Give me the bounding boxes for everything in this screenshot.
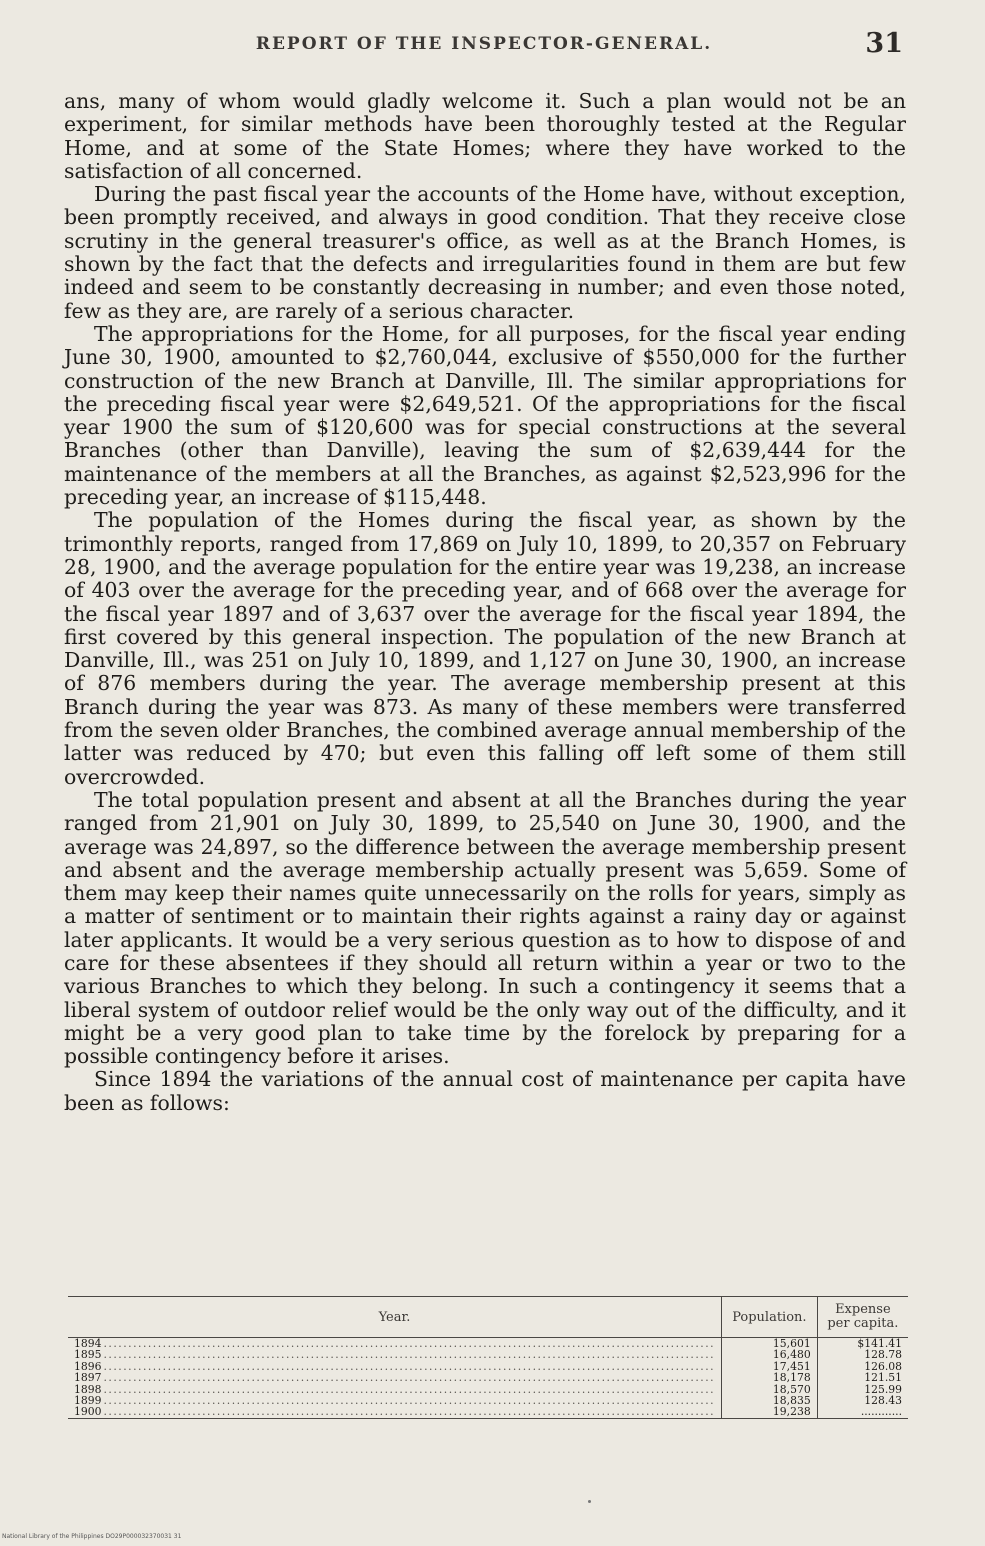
paragraph: ans, many of whom would gladly welcome it. Such a plan would not be an experiment, for similar methods have been thoroughly tested at the Regular Home, and at some of the State Homes; where they have worked to the satisfaction of all concerned. — [64, 89, 906, 183]
leader-dots: ............................................................................................................................ — [103, 1372, 716, 1384]
population-cell: 18,570 — [722, 1384, 818, 1395]
table-row — [68, 1406, 908, 1418]
year-cell — [68, 1395, 722, 1406]
expense-cell: ............ — [817, 1406, 908, 1418]
paragraph: During the past fiscal year the accounts of the Home have, without exception, been promptly received, and always in good condition. That they receive close scrutiny in the general treasurer's office, as well as at the Branch Homes, is shown by the fact that the defects and irregularities found in them are but few indeed and seem to be constantly decreasing in number; and even those noted, few as they are, are rarely of a serious character. — [64, 182, 906, 323]
expense-cell: $141.41 — [817, 1338, 908, 1350]
year-value: 1896 — [74, 1360, 102, 1373]
paragraph: The population of the Homes during the fiscal year, as shown by the trimonthly reports, ranged from 17,869 on July 10, 1899, to 20,357 on February 28, 1900, and the average population for the entire year was 19,238, an increase of 403 over the average for the preceding year, and of 668 over the average for the fiscal year 1897 and of 3,637 over the average for the fiscal year 1894, the first covered by this general inspection. The population of the new Branch at Danville, Ill., was 251 on July 10, 1899, and 1,127 on June 30, 1900, an increase of 876 members during the year. The average membership present at this Branch during the year was 873. As many of these members were transferred from the seven older Branches, the combined average annual membership of the latter was reduced by 470; but even this falling off left some of them still overcrowded. — [64, 508, 906, 789]
year-value: 1899 — [74, 1394, 102, 1407]
year-cell — [68, 1338, 722, 1350]
leader-dots: ............................................................................................................................ — [103, 1360, 716, 1372]
paragraph: The appropriations for the Home, for all purposes, for the fiscal year ending June 30, 1900, amounted to $2,760,044, exclusive of $550,000 for the further construction of the new Branch at Danville, Ill. The similar appropriations for the preceding fiscal year were $2,649,521. Of the appropriations for the fiscal year 1900 the sum of $120,600 was for special constructions at the several Branches (other than Danville), leaving the sum of $2,639,444 for the maintenance of the members at all the Branches, as against $2,523,996 for the preceding year, an increase of $115,448. — [64, 321, 906, 510]
expense-cell: 128.78 — [817, 1349, 908, 1360]
column-header-expense: Expense per capita. — [817, 1297, 908, 1338]
expense-cell: 128.43 — [817, 1395, 908, 1406]
page-number: 31 — [865, 28, 903, 59]
year-cell — [68, 1406, 722, 1418]
year-cell — [68, 1372, 722, 1383]
population-cell: 18,835 — [722, 1395, 818, 1406]
year-value: 1894 — [74, 1337, 102, 1350]
year-value: 1895 — [74, 1349, 102, 1361]
body-text — [64, 90, 906, 1115]
year-cell — [68, 1349, 722, 1360]
maintenance-cost-table — [68, 1296, 908, 1419]
year-cell — [68, 1384, 722, 1395]
population-cell: 19,238 — [722, 1406, 818, 1418]
scan-source-footer: National Library of the Philippines DO29P000032370031 31 — [2, 1533, 182, 1540]
population-cell: 15,601 — [722, 1338, 818, 1350]
leader-dots: ............................................................................................................................ — [103, 1394, 716, 1406]
population-cell: 17,451 — [722, 1361, 818, 1372]
expense-cell: 121.51 — [817, 1372, 908, 1383]
year-value: 1900 — [74, 1406, 102, 1419]
paragraph: Since 1894 the variations of the annual cost of maintenance per capita have been as follows: — [64, 1067, 906, 1115]
running-title: REPORT OF THE INSPECTOR-GENERAL. — [255, 34, 713, 54]
year-value: 1897 — [74, 1372, 102, 1384]
paragraph: The total population present and absent at all the Branches during the year ranged from 21,901 on July 30, 1899, to 25,540 on June 30, 1900, and the average was 24,897, so the difference between the average membership present and absent and the average membership actually present was 5,659. Some of them may keep their names quite unnecessarily on the rolls for years, simply as a matter of sentiment or to maintain their rights against a rainy day or against later applicants. It would be a very serious question as to how to dispose of and care for these absentees if they should all return within a year or two to the various Branches to which they belong. In such a contingency it seems that a liberal system of outdoor relief would be the only way out of the difficulty, and it might be a very good plan to take time by the forelock by preparing for a possible contingency before it arises. — [64, 787, 906, 1069]
paper-speck — [588, 1500, 591, 1503]
leader-dots: ............................................................................................................................ — [103, 1383, 716, 1395]
population-cell: 16,480 — [722, 1349, 818, 1360]
column-header-population: Population. — [722, 1297, 818, 1338]
year-cell — [68, 1361, 722, 1372]
leader-dots: ............................................................................................................................ — [103, 1406, 716, 1418]
year-value: 1898 — [74, 1383, 102, 1395]
table-header-row — [68, 1297, 908, 1338]
table-row — [68, 1372, 908, 1383]
expense-cell: 125.99 — [817, 1384, 908, 1395]
column-header-year: Year. — [68, 1297, 722, 1338]
population-cell: 18,178 — [722, 1372, 818, 1383]
leader-dots: ............................................................................................................................ — [103, 1349, 716, 1361]
leader-dots: ............................................................................................................................ — [103, 1338, 716, 1349]
expense-cell: 126.08 — [817, 1361, 908, 1372]
